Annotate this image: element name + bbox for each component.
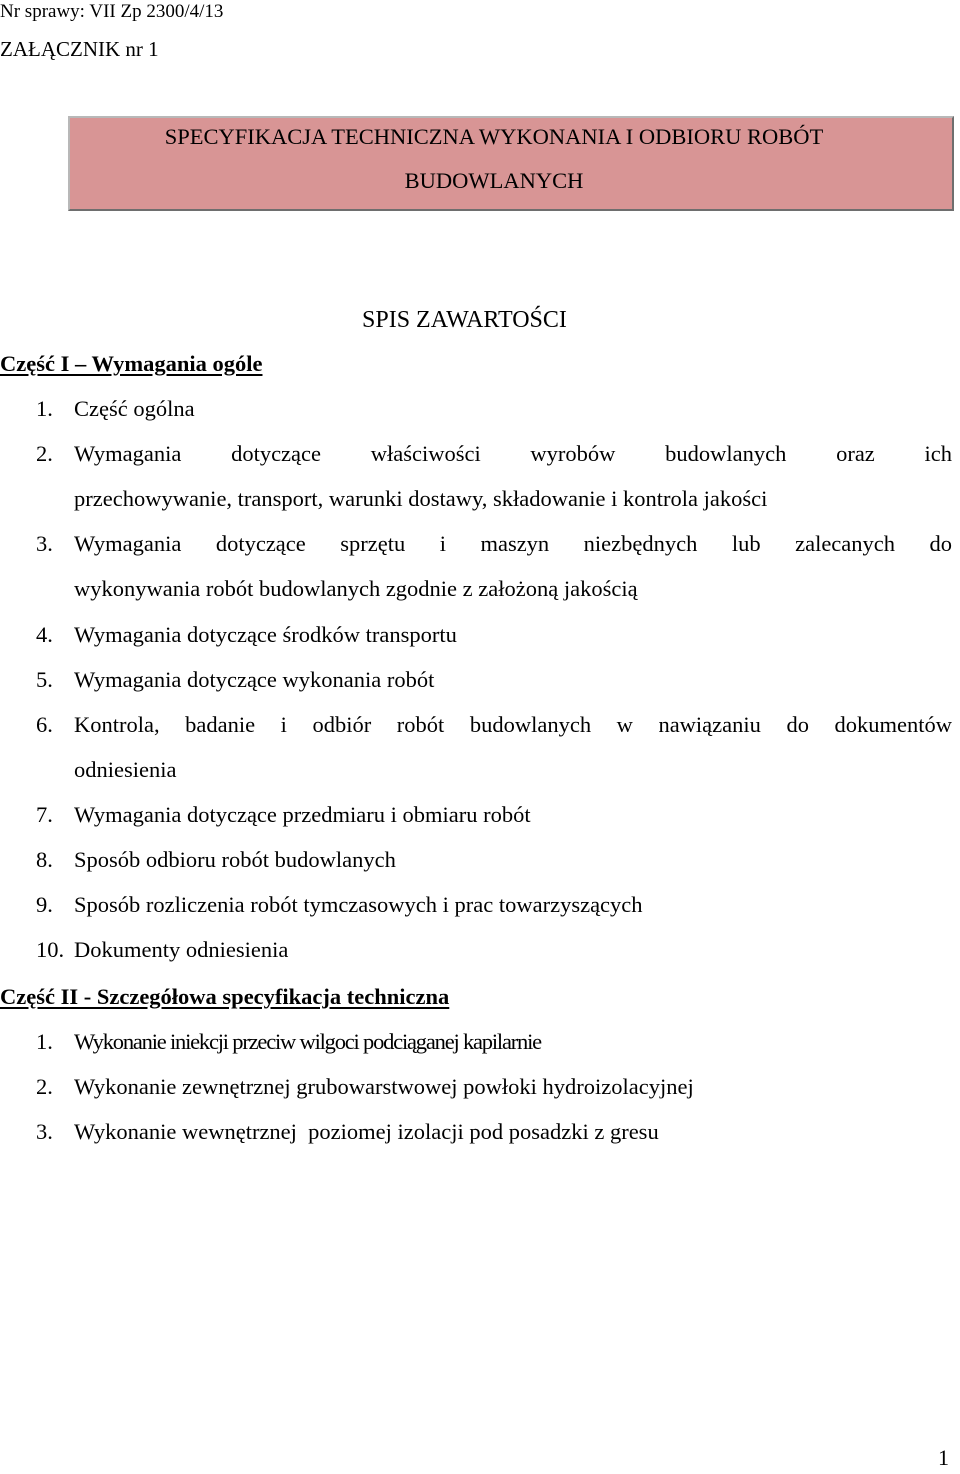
toc-item-number: 7. xyxy=(36,802,53,827)
toc-item-number: 2. xyxy=(36,441,53,466)
toc-item-text: Część ogólna xyxy=(74,396,195,421)
toc-item-text: Wymagania dotyczące przedmiaru i obmiaru robót xyxy=(74,802,531,827)
toc-item-number: 6. xyxy=(36,712,53,737)
toc-item-text: Dokumenty odniesienia xyxy=(74,937,289,962)
part-1-heading: Część I – Wymagania ogóle xyxy=(0,351,263,376)
title-line-1: SPECYFIKACJA TECHNICZNA WYKONANIA I ODBIORU ROBÓT xyxy=(164,124,824,149)
toc-item-number: 9. xyxy=(36,892,53,917)
page-number: 1 xyxy=(938,1445,949,1470)
toc-item-text: Wymagania dotyczące sprzętu i maszyn niezbędnych lub zalecanych do xyxy=(74,531,952,556)
toc-item-text: Wymagania dotyczące środków transportu xyxy=(74,622,457,647)
title-line-2: BUDOWLANYCH xyxy=(404,168,584,193)
toc-item-number: 2. xyxy=(36,1074,53,1099)
toc-item-text-continued: przechowywanie, transport, warunki dostawy, składowanie i kontrola jakości xyxy=(74,486,768,511)
toc-item-text: Wymagania dotyczące właściwości wyrobów budowlanych oraz ich xyxy=(74,441,952,466)
toc-item-text-continued: wykonywania robót budowlanych zgodnie z założoną jakością xyxy=(74,576,638,601)
toc-item-number: 1. xyxy=(36,396,53,421)
toc-item-number: 3. xyxy=(36,531,53,556)
toc-item-text: Sposób odbioru robót budowlanych xyxy=(74,847,396,872)
toc-item-text: Kontrola, badanie i odbiór robót budowlanych w nawiązaniu do dokumentów xyxy=(74,712,952,737)
toc-item-text: Wykonanie zewnętrznej grubowarstwowej powłoki hydroizolacyjnej xyxy=(74,1074,694,1099)
toc-item-text: Wymagania dotyczące wykonania robót xyxy=(74,667,435,692)
annex-label: ZAŁĄCZNIK nr 1 xyxy=(0,37,159,61)
title-banner xyxy=(68,116,954,211)
toc-heading: SPIS ZAWARTOŚCI xyxy=(362,307,567,333)
part-2-heading: Część II - Szczegółowa specyfikacja techniczna xyxy=(0,984,450,1009)
toc-item-text: Wykonanie wewnętrznej poziomej izolacji pod posadzki z gresu xyxy=(74,1119,659,1144)
toc-item-number: 8. xyxy=(36,847,53,872)
toc-item-text: Wykonanie iniekcji przeciw wilgoci podciąganej kapilarnie xyxy=(74,1029,541,1054)
toc-item-text: Sposób rozliczenia robót tymczasowych i prac towarzyszących xyxy=(74,892,643,917)
toc-item-number: 1. xyxy=(36,1029,53,1054)
toc-item-number: 10. xyxy=(36,937,65,962)
toc-item-number: 5. xyxy=(36,667,53,692)
toc-item-number: 4. xyxy=(36,622,53,647)
toc-item-number: 3. xyxy=(36,1119,53,1144)
toc-item-text-continued: odniesienia xyxy=(74,757,177,782)
case-number: Nr sprawy: VII Zp 2300/4/13 xyxy=(0,1,224,22)
